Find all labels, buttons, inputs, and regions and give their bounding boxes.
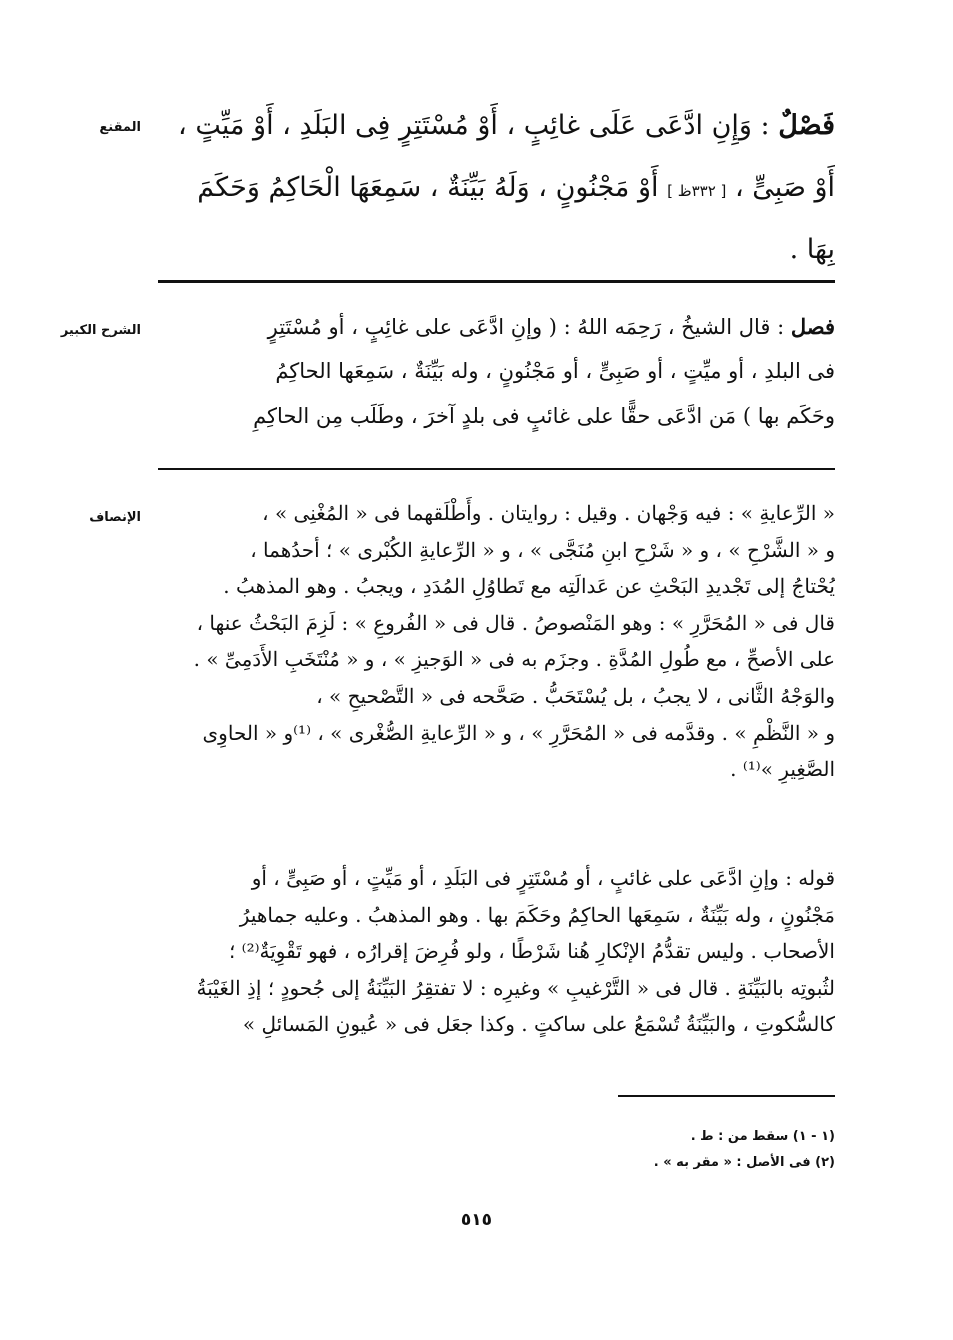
sharh-heading: فصل xyxy=(790,314,835,339)
muqni-line-1 xyxy=(158,95,835,157)
section-label-insaf: الإنصاف xyxy=(89,510,141,525)
insaf-text-block-1 xyxy=(158,495,835,788)
section-label-sharh: الشرح الكبير xyxy=(60,323,141,338)
insaf-line: « الرِّعايةِ » : فيه وَجْهان . وقيل : روايتان . وأَطْلَقهما فى « المُغْنِى » ، xyxy=(262,501,835,525)
muqni-heading: فَصْلٌ xyxy=(778,110,835,141)
insaf-line: الأصحاب . وليس تقدُّمُ الإنْكارِ هُنا شَرْطًا ، ولو فُرِضَ إقرارُه ، فهو تَقْوِيَةٌ⁽²⁾ ؛ xyxy=(228,939,835,964)
insaf-line: لثُبوتِه بالبَيِّنَةِ . قال فى « التَّرْغيبِ » وغيرِه : لا تفتقِرُ البَيِّنَةُ إلى جُحودٍ ؛ إذِ الغَيْبَةُ xyxy=(196,975,835,1000)
muqni-line-2-end: أَوْ مَجْنُونٍ ، وَلَهُ بَيِّنَةٌ ، سَمِعَهَا الْحَاكِمُ وَحَكَمَ xyxy=(197,172,668,203)
insaf-line: و « النَّظْمِ » . وقدَّمه فى « المُحَرَّرِ » ، و « الرِّعايةِ الصُّغْرى » ، ⁽¹⁾و « الحاوِى xyxy=(202,720,835,745)
insaf-line: مَجْنُونٍ ، وله بَيِّنَةٌ ، سَمِعَها الحاكِمُ وحَكَمَ بها . وهو المذهبُ . وعليه جماهيرُ xyxy=(239,902,835,927)
sharh-text-block xyxy=(158,304,835,439)
footnote-2: (٢) فى الأصل : « مقر به » . xyxy=(653,1155,835,1170)
sharh-line-1-text: : قال الشيخُ ، رَحِمَه اللهُ : ( وإنِ ادَّعَى على غائِبٍ ، أو مُسْتَتِرٍ xyxy=(267,315,791,339)
section-divider-thick xyxy=(158,280,835,283)
insaf-line: يُحْتاجُ إلى تَجْديدِ البَحْثِ عن عَدالَتِه مع تَطاوُلِ المُدَدِ ، ويجبُ . وهو المذهبُ . xyxy=(223,574,835,599)
insaf-line: والوَجْهُ الثَّانى ، لا يجبُ ، بل يُسْتَحَبُّ . صَحَّحه فى « التَّصْحيحِ » ، xyxy=(316,683,835,708)
insaf-line: كالسُّكوتِ ، والبَيِّنَةُ تُسْمَعُ على ساكتٍ . وكذا جعَل فى « عُيونِ المَسائلِ » xyxy=(242,1012,835,1037)
insaf-line: و « الشَّرْحِ » ، و « شَرْحِ ابنِ مُنَجَّى » ، و « الرِّعايةِ الكُبْرى » ؛ أحدُهما ، xyxy=(250,537,835,562)
insaf-line: قال فى « المُحَرَّرِ » : وهو المَنْصوصُ . قال فى « الفُروعِ » : لَزِمَ البَحْثُ عنها ، xyxy=(196,610,835,635)
muqni-line-3: بِهَا . xyxy=(789,234,835,265)
insaf-line: الصَّغِيرِ »⁽¹⁾ . xyxy=(730,757,835,782)
section-label-muqni: المقنع xyxy=(99,120,141,135)
footnote-1: (١ - ١) سقط من : ط . xyxy=(690,1129,835,1144)
muqni-line-2 xyxy=(158,157,835,219)
insaf-line: على الأصحِّ ، مع طُولِ المُدَّةِ . وجزَم به فى « الوَجيزِ » ، و « مُنْتَخَبِ الأَدَمِىِّ » . xyxy=(193,647,835,672)
sharh-line-2: فى البلدِ ، أو ميِّتٍ ، أو صَبِىٍّ ، أو مَجْنُونٍ ، وله بَيِّنَةٌ ، سَمِعَها الحاكِمُ xyxy=(275,359,835,383)
section-divider-thin xyxy=(158,468,835,470)
folio-marker: [ ٣٣٢ظ ] xyxy=(667,182,727,200)
footnote-divider xyxy=(618,1095,835,1097)
footnotes xyxy=(400,1124,835,1176)
page-number: ٥١٥ xyxy=(460,1210,493,1230)
muqni-text-block xyxy=(158,95,835,281)
sharh-line-3: وحَكَم بها ) مَن ادَّعَى حقًّا على غائبٍ فى بلدٍ آخرَ ، وطَلَب مِن الحاكِمِ xyxy=(253,404,835,428)
sharh-line-1 xyxy=(158,304,835,349)
muqni-line-2-start: أَوْ صَبِىٍّ ، xyxy=(726,172,835,203)
muqni-line-1-text: : وَإِنِ ادَّعَى عَلَى غائِبٍ ، أَوْ مُسْتَتِرٍ فِى البَلَدِ ، أَوْ مَيِّتٍ ، xyxy=(178,110,779,141)
insaf-line: قوله : وإنِ ادَّعَى على غائبٍ ، أو مُسْتَتِرٍ فى البَلَدِ ، أو مَيِّتٍ ، أو صَبِىٍّ ، أو xyxy=(251,866,835,890)
insaf-text-block-2 xyxy=(158,860,835,1043)
